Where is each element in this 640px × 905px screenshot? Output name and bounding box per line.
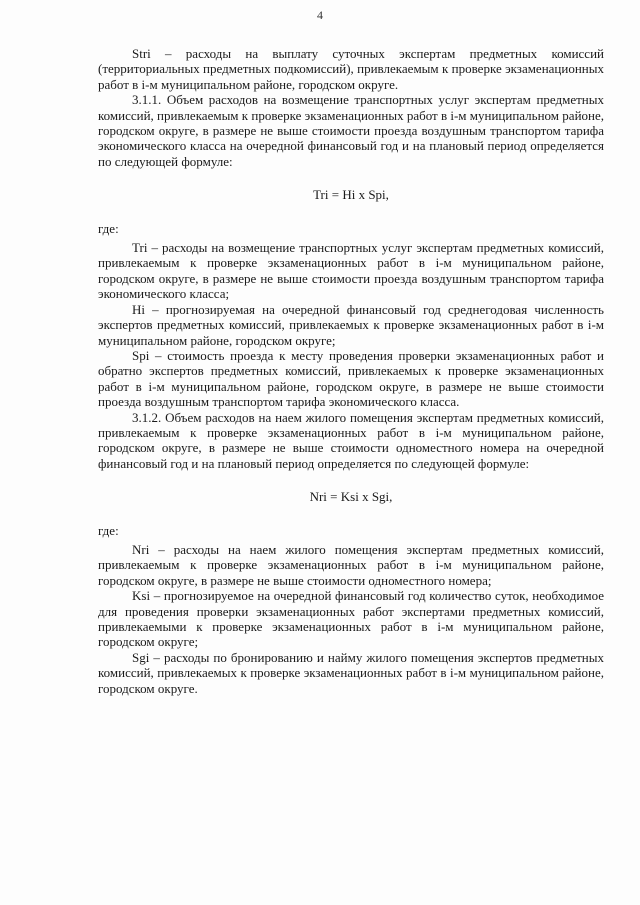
paragraph-sgi-definition: Sgi – расходы по бронированию и найму жилого помещения экспертов предметных комиссий, привлекаемых к проверке экзаменационных работ в i-м муниципальном районе, городском округе. (98, 649, 604, 696)
formula-nri: Nri = Ksi x Sgi, (309, 489, 393, 505)
formula-tri: Tri = Hi x Spi, (313, 187, 389, 203)
where-label-1: где: (98, 220, 119, 236)
paragraph-nri-definition: Nri – расходы на наем жилого помещения экспертам предметных комиссий, привлекаемым к проверке экзаменационных работ в i-м муниципальном районе, городском округе, в размере не выше стоимости одноместного номера; (98, 541, 604, 588)
paragraph-tri-definition: Tri – расходы на возмещение транспортных услуг экспертам предметных комиссий, привлекаемым к проверке экзаменационных работ в i-м муниципальном районе, городском округе, в размере не выше стоимости проезда воздушным транспортом тарифа экономического класса; (98, 240, 604, 302)
where-label-2: где: (98, 522, 119, 538)
paragraph-stri-definition: Stri – расходы на выплату суточных экспертам предметных комиссий (территориальных предметных подкомиссий), привлекаемым к проверке экзаменационных работ в i-м муниципальном районе, городском округе. (98, 46, 604, 92)
page-number: 4 (317, 8, 323, 22)
paragraph-3-1-2: 3.1.2. Объем расходов на наем жилого помещения экспертам предметных комиссий, привлекаемым к проверке экзаменационных работ в i-м муниципальном районе, городском округе, в размере не выше стоимости одноместного номера на очередной финансовый год и на плановый период определяется по следующей формуле: (98, 409, 604, 471)
paragraph-3-1-1: 3.1.1. Объем расходов на возмещение транспортных услуг экспертам предметных комиссий, привлекаемым к проверке экзаменационных работ в i-м муниципальном районе, городском округе, в размере не выше стоимости проезда воздушным транспортом тарифа экономического класса на очередной финансовый год и на плановый период определяется по следующей формуле: (98, 92, 604, 169)
paragraph-ksi-definition: Ksi – прогнозируемое на очередной финансовый год количество суток, необходимое для проведения проверки экзаменационных работ экспертами предметных комиссий, привлекаемыми к проверке экзаменационных работ в i-м муниципальном районе, городском округе; (98, 588, 604, 650)
document-body (98, 46, 604, 696)
paragraph-spi-definition: Spi – стоимость проезда к месту проведения проверки экзаменационных работ и обратно экспертов предметных комиссий, привлекаемых к проверке экзаменационных работ в i-м муниципальном районе, городском округе, в размере не выше стоимости проезда воздушным транспортом тарифа экономического класса. (98, 347, 604, 410)
paragraph-hi-definition: Hi – прогнозируемая на очередной финансовый год среднегодовая численность экспертов предметных комиссий, привлекаемых к проверке экзаменационных работ в i-м муниципальном районе, городском округе; (98, 301, 604, 348)
